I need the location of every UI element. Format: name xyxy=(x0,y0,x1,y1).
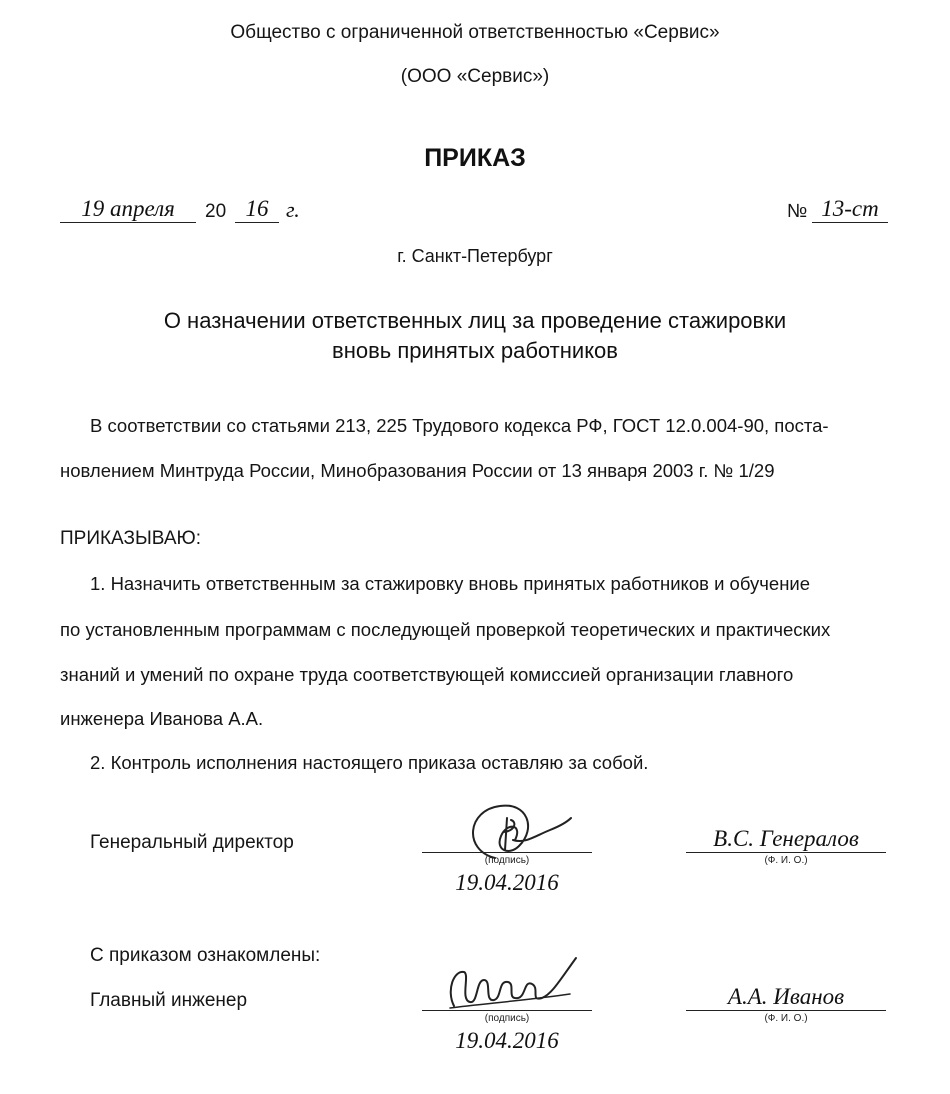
item-1-line-2: по установленным программам с последующей проверкой теоретических и практических xyxy=(60,619,831,640)
director-position: Генеральный директор xyxy=(90,832,294,853)
city: г. Санкт-Петербург xyxy=(397,246,553,266)
acquainted-label: С приказом ознакомлены: xyxy=(90,945,321,966)
director-name: В.С. Генералов xyxy=(713,826,859,851)
engineer-name-caption: (Ф. И. О.) xyxy=(764,1013,808,1024)
order-number: 13-ст xyxy=(812,196,888,223)
subject-line-1: О назначении ответственных лиц за проведение стажировки xyxy=(163,308,787,333)
item-1-line-3: знаний и умений по охране труда соответствующей комиссией организации главного xyxy=(60,664,794,685)
engineer-signature xyxy=(440,950,590,1015)
director-signature-line xyxy=(422,852,592,853)
item-1-line-4: инженера Иванова А.А. xyxy=(60,708,264,729)
item-2: 2. Контроль исполнения настоящего приказа оставляю за собой. xyxy=(90,752,649,773)
subject-line-2: вновь принятых работников xyxy=(332,338,618,363)
order-date-year-prefix: 20 xyxy=(205,201,227,222)
order-date-year-unit: г. xyxy=(286,197,300,222)
order-word: ПРИКАЗЫВАЮ: xyxy=(60,528,201,549)
document-title: ПРИКАЗ xyxy=(424,144,526,172)
director-date: 19.04.2016 xyxy=(455,870,559,895)
organization-short-name: (ООО «Сервис») xyxy=(400,66,550,87)
preamble-line-1: В соответствии со статьями 213, 225 Трудового кодекса РФ, ГОСТ 12.0.004-90, поста- xyxy=(90,415,829,436)
engineer-name: А.А. Иванов xyxy=(727,984,845,1009)
organization-full-name: Общество с ограниченной ответственностью «Сервис» xyxy=(230,22,720,43)
director-name-caption: (Ф. И. О.) xyxy=(764,855,808,866)
engineer-position: Главный инженер xyxy=(90,990,248,1011)
director-signature-caption: (подпись) xyxy=(484,855,530,866)
engineer-date: 19.04.2016 xyxy=(455,1028,559,1053)
preamble-line-2: новлением Минтруда России, Минобразования России от 13 января 2003 г. № 1/29 xyxy=(60,460,775,481)
engineer-signature-line xyxy=(422,1010,592,1011)
order-date-day-month: 19 апреля xyxy=(60,196,196,223)
order-number-label: № xyxy=(787,201,808,222)
engineer-signature-caption: (подпись) xyxy=(484,1013,530,1024)
item-1-line-1: 1. Назначить ответственным за стажировку вновь принятых работников и обучение xyxy=(90,573,811,594)
engineer-name-line xyxy=(686,1010,886,1011)
director-name-line xyxy=(686,852,886,853)
order-date-year-suffix: 16 xyxy=(235,196,279,223)
